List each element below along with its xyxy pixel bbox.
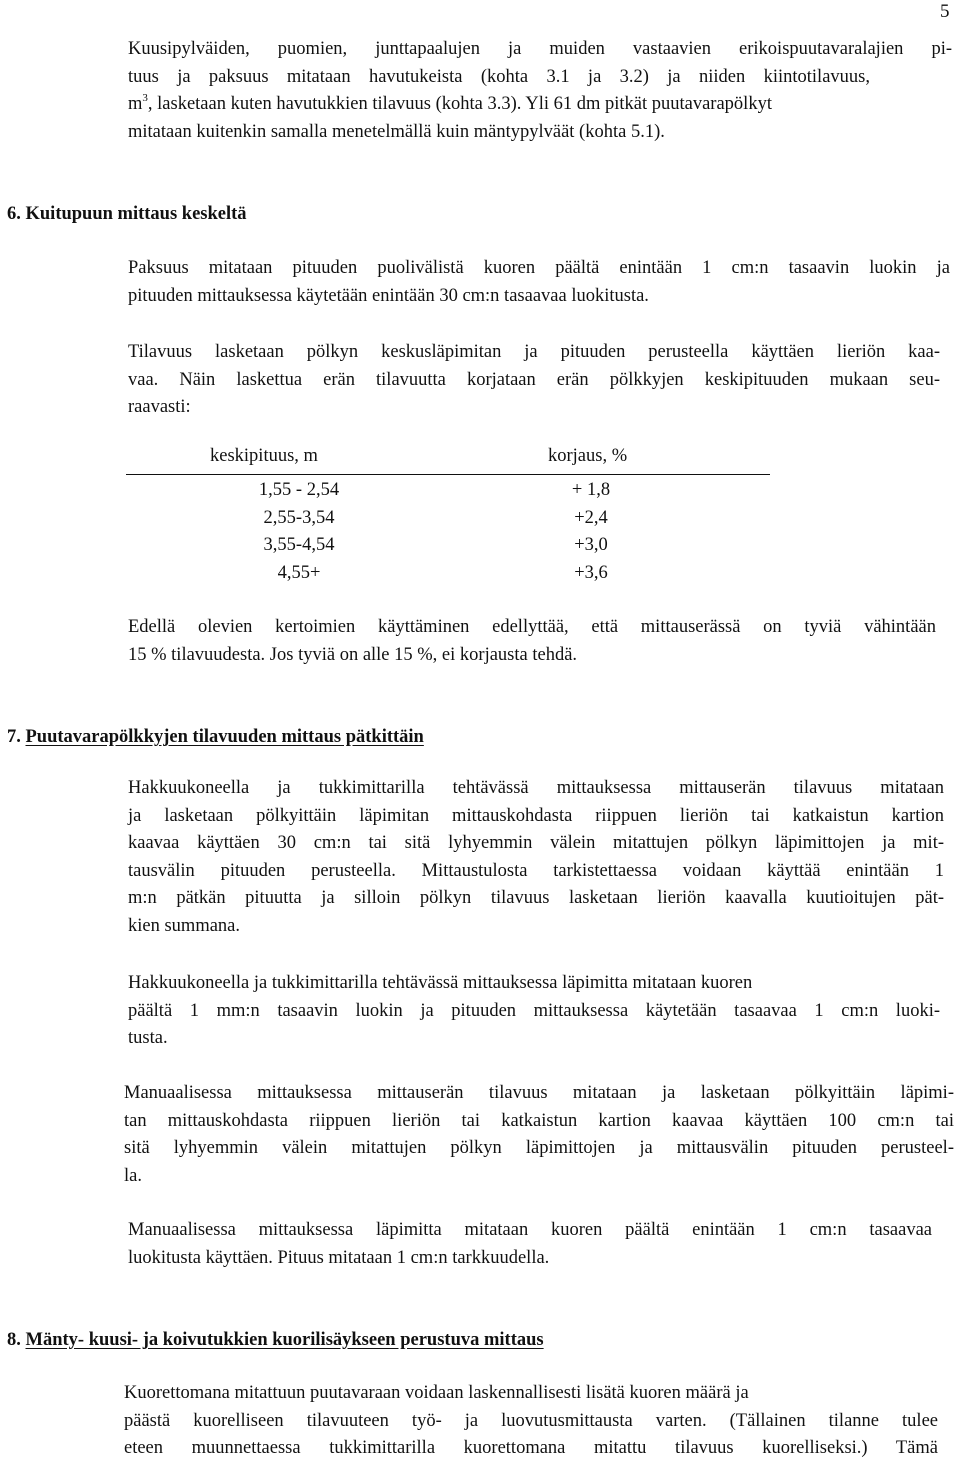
section-title: Puutavarapölkkyjen tilavuuden mittaus pätkittäin	[25, 727, 424, 747]
text-line: Edellä olevien kertoimien käyttäminen edellyttää, että mittauserässä on tyviä vähintään	[128, 617, 936, 637]
section-number: 8.	[7, 1330, 21, 1350]
page-number: 5	[940, 1, 950, 22]
text-line: Tilavuus lasketaan pölkyn keskusläpimitan ja pituuden perusteella käyttäen lieriön kaa-	[128, 342, 940, 362]
paragraph-special-timber	[128, 36, 952, 146]
paragraph-volume	[128, 339, 940, 422]
section-6-heading	[7, 202, 247, 226]
section-7-heading	[7, 725, 424, 749]
paragraph-harvester-volume	[128, 775, 944, 940]
text-line: kien summana.	[128, 915, 241, 936]
text-line: Hakkuukoneella ja tukkimittarilla tehtävässä mittauksessa mittauserän tilavuus mitataan	[128, 778, 944, 798]
text-line: mitataan kuitenkin samalla menetelmällä kuin mäntypylväät (kohta 5.1).	[128, 121, 665, 142]
paragraph-manual-volume	[124, 1080, 954, 1190]
table-header	[126, 446, 770, 475]
unit-m: m	[128, 94, 143, 114]
text-line: vaa. Näin laskettua erän tilavuutta korjataan erän pölkkyjen keskipituuden mukaan seu-	[128, 369, 940, 390]
text-line: tusta.	[128, 1028, 168, 1048]
text-line: Manuaalisessa mittauksessa läpimitta mitataan kuoren päältä enintään 1 cm:n tasaavaa	[128, 1220, 932, 1240]
text-line: pituuden mittauksessa käytetään enintään 30 cm:n tasaavaa luokitusta.	[128, 285, 649, 306]
section-title: Mänty- kuusi- ja koivutukkien kuorilisäykseen perustuva mittaus	[25, 1330, 544, 1350]
text-line: Paksuus mitataan pituuden puolivälistä kuoren päältä enintään 1 cm:n tasaavin luokin ja	[128, 258, 950, 278]
text-line: luokitusta käyttäen. Pituus mitataan 1 cm:n tarkkuudella.	[128, 1247, 550, 1268]
superscript-3: 3	[142, 92, 148, 104]
cell-correction: +2,4	[574, 507, 608, 528]
text-line: kaavaa käyttäen 30 cm:n tai sitä lyhyemmin välein mitattujen pölkyn läpimittojen ja mit-	[128, 833, 944, 853]
text-line: Hakkuukoneella ja tukkimittarilla tehtävässä mittauksessa läpimitta mitataan kuoren	[128, 973, 753, 993]
section-8-heading	[7, 1328, 544, 1352]
cell-correction: +3,0	[574, 535, 608, 555]
text-line	[128, 91, 952, 119]
correction-table	[126, 446, 770, 590]
paragraph-harvester-diameter	[128, 970, 940, 1053]
section-number: 7.	[7, 727, 21, 747]
section-title: Kuitupuun mittaus keskeltä	[25, 204, 247, 224]
text-line: tan mittauskohdasta riippuen lieriön tai katkaistun kartion kaavaa käyttäen 100 cm:n tai	[124, 1110, 954, 1131]
text-line: päästä kuorelliseen tilavuuteen työ- ja luovutusmittausta varten. (Tällainen tilanne tulee	[124, 1410, 938, 1431]
text-line: m:n pätkän pituutta ja silloin pölkyn tilavuus lasketaan lieriön kaavalla kuutioitujen pät-	[128, 888, 944, 908]
table-row	[126, 535, 770, 563]
table-row	[126, 508, 770, 536]
section-number: 6.	[7, 204, 21, 224]
text-line: la.	[124, 1165, 142, 1186]
text-line: tausvälin pituuden perusteella. Mittaustulosta tarkistettaessa voidaan käyttää enintään 1	[128, 860, 944, 881]
text-line: ja lasketaan pölkyittäin läpimitan mittauskohdasta riippuen lieriön tai katkaistun kartion	[128, 805, 944, 826]
table-row	[126, 563, 770, 591]
text-line: Kuusipylväiden, puomien, junttapaalujen ja muiden vastaavien erikoispuutavaralajien pi-	[128, 39, 952, 59]
text-line: päältä 1 mm:n tasaavin luokin ja pituuden mittauksessa käytetään tasaavaa 1 cm:n luoki-	[128, 1000, 940, 1021]
paragraph-butt-requirement	[128, 614, 936, 669]
cell-correction: +3,6	[574, 562, 608, 583]
cell-correction: + 1,8	[571, 480, 611, 500]
column-header-length: keskipituus, m	[210, 446, 318, 466]
paragraph-bark-addition	[124, 1380, 938, 1463]
text-line: Manuaalisessa mittauksessa mittauserän tilavuus mitataan ja lasketaan pölkyittäin läpimi-	[124, 1083, 954, 1103]
paragraph-manual-diameter	[128, 1217, 932, 1272]
cell-length: 2,55-3,54	[263, 507, 335, 528]
paragraph-thickness	[128, 255, 950, 310]
text-line: eteen muunnettaessa tukkimittarilla kuorettomana mitattu tilavuus kuorelliseksi.) Tämä	[124, 1438, 938, 1458]
cell-length: 1,55 - 2,54	[258, 480, 340, 500]
text-line: sitä lyhyemmin välein mitattujen pölkyn läpimittojen ja mittausvälin pituuden perusteel-	[124, 1138, 954, 1158]
table-row	[126, 480, 770, 508]
text-line: 15 % tilavuudesta. Jos tyviä on alle 15 %, ei korjausta tehdä.	[128, 644, 578, 665]
cell-length: 4,55+	[277, 562, 321, 583]
text-line: Kuorettomana mitattuun puutavaraan voidaan laskennallisesti lisätä kuoren määrä ja	[124, 1383, 749, 1403]
text-line-content: tuus ja paksuus mitataan havutukeista (kohta 3.1 ja 3.2) ja niiden kiintotilavuus,	[128, 66, 870, 87]
text-line	[128, 64, 870, 92]
text-line: raavasti:	[128, 397, 191, 417]
column-header-correction: korjaus, %	[548, 446, 628, 466]
cell-length: 3,55-4,54	[263, 535, 335, 555]
text-line-content: , lasketaan kuten havutukkien tilavuus (kohta 3.3). Yli 61 dm pitkät puutavarapölkyt	[147, 94, 772, 114]
